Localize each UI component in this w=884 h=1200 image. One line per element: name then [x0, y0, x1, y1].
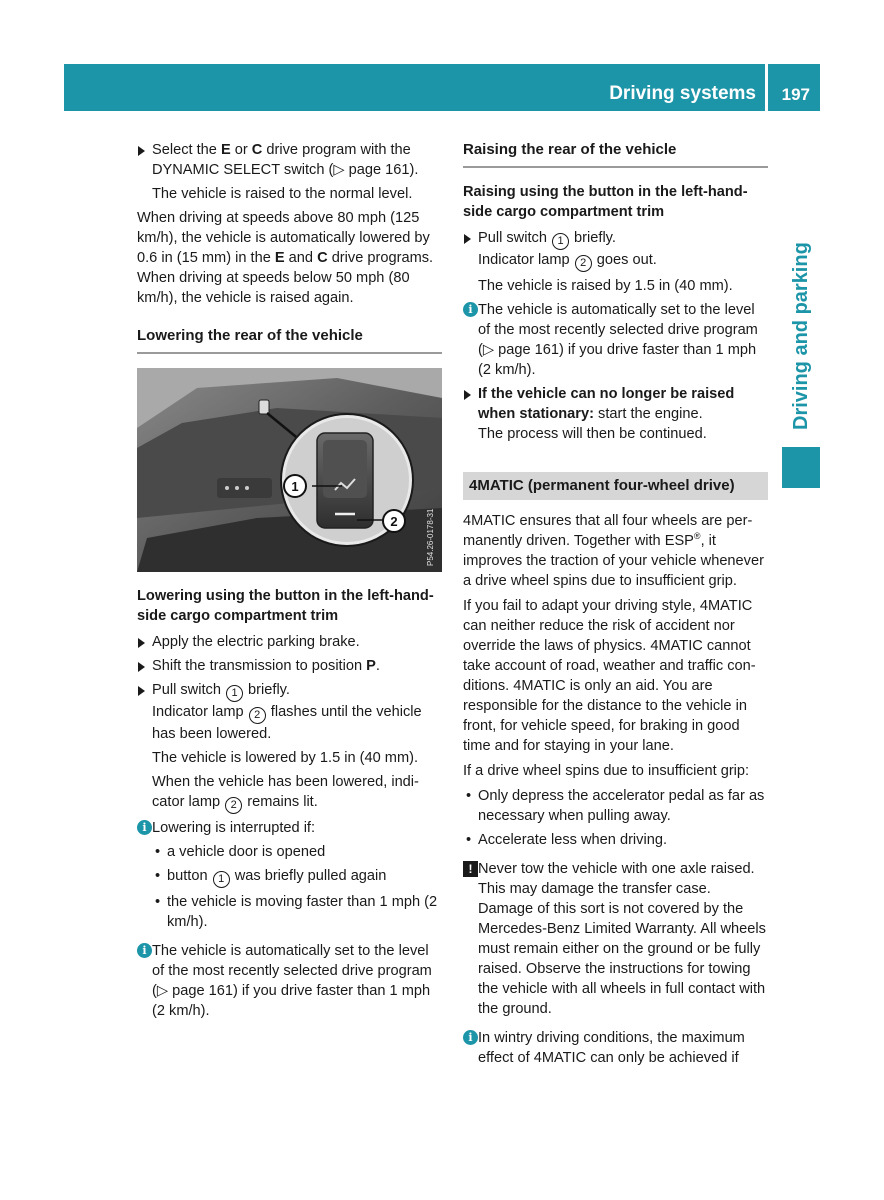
step-pull-switch-raise: Pull switch 1 briefly.	[463, 228, 768, 250]
info-icon: i	[137, 820, 152, 835]
4matic-heading: 4MATIC (permanent four-wheel drive)	[463, 472, 768, 500]
step-cannot-raise: If the vehicle can no longer be raised when stationary: start the engine.	[463, 384, 768, 424]
number-1-icon: 1	[552, 233, 569, 250]
note-winter: i In wintry driving conditions, the maximum effect of 4MATIC can only be achieved if	[463, 1028, 768, 1068]
note-auto-level-right: i The vehicle is automatically set to the level of the most recently selected drive program (▷ page 161) if you drive faster than 1 mph (2 km/h).	[463, 300, 768, 380]
list-item-button: • button 1 was briefly pulled again	[137, 866, 442, 888]
result-continued: The process will then be continued.	[478, 426, 707, 442]
info-icon: i	[463, 302, 478, 317]
header-divider	[765, 64, 768, 111]
number-1-icon: 1	[213, 871, 230, 888]
list-item-door: • a vehicle door is opened	[137, 842, 442, 862]
lowering-subheading: Lowering using the button in the left-hand-side cargo compartment trim	[137, 588, 434, 624]
step-indicator-flashes: Indicator lamp 2 flashes until the vehicle has been lowered.	[152, 704, 422, 742]
cargo-switch-photo	[137, 368, 442, 572]
paragraph-4matic: 4MATIC ensures that all four wheels are permanently driven. Together with ESP®, it improves the traction of your vehicle whenever a drive wheel spins due to insufficient grip.	[463, 513, 764, 589]
info-icon: i	[463, 1030, 478, 1045]
result-lamp-lit: When the vehicle has been lowered, indicator lamp 2 remains lit.	[137, 772, 442, 814]
paragraph-fail-to-adapt: If you fail to adapt your driving style, 4MATIC can neither reduce the risk of accident nor override the laws of physics. 4MATIC cannot take account of road, weather and traffic conditions. 4MATIC is only an aid. You are responsible for the distance to the vehicle in front, for vehicle speed, for braking in good time and for staying in your lane.	[463, 598, 756, 754]
step-pull-switch: Pull switch 1 briefly.	[137, 680, 442, 702]
chapter-tab-marker	[782, 447, 820, 488]
result-normal-level: The vehicle is raised to the normal level.	[152, 186, 413, 202]
raising-subheading: Raising using the button in the left-hand-side cargo compartment trim	[463, 184, 748, 220]
note-interrupted: i Lowering is interrupted if:	[137, 818, 442, 838]
list-item-accelerate: • Accelerate less when driving.	[463, 830, 768, 850]
page-header	[64, 64, 820, 111]
step-indicator-out: Indicator lamp 2 goes out.	[463, 250, 768, 272]
lowering-heading: Lowering the rear of the vehicle	[137, 326, 442, 354]
warning-icon: !	[463, 861, 478, 877]
paragraph-speed: When driving at speeds above 80 mph (125 km/h), the vehicle is automatically lowered by 0.6 in (15 mm) in the E and C drive programs. When driving at speeds below 50 mph (80 km/h), the vehicle is raised again.	[137, 210, 434, 306]
cargo-switch-illustration	[137, 368, 442, 572]
left-column	[137, 140, 442, 1025]
result-lowered: The vehicle is lowered by 1.5 in (40 mm).	[152, 750, 419, 766]
photo-code: P54.26-0178-31	[426, 508, 435, 566]
number-2-icon: 2	[225, 797, 242, 814]
step-apply-brake: Apply the electric parking brake.	[137, 632, 442, 652]
page-number: 197	[781, 85, 810, 104]
info-icon: i	[137, 943, 152, 958]
photo-callout-1: 1	[291, 479, 299, 494]
step-select-program: Select the E or C drive program with the DYNAMIC SELECT switch (▷ page 161).	[137, 140, 442, 180]
step-shift-p: Shift the transmission to position P.	[137, 656, 442, 676]
note-auto-level: i The vehicle is automatically set to the level of the most recently selected drive program (▷ page 161) if you drive faster than 1 mph (2 km/h).	[137, 941, 442, 1021]
photo-callout-2: 2	[390, 514, 398, 529]
number-2-icon: 2	[249, 707, 266, 724]
section-title: Driving systems	[609, 83, 756, 104]
warning-tow: ! Never tow the vehicle with one axle raised. This may damage the transfer case. Damage of this sort is not covered by the Mercedes-Benz Limited Warranty. All wheels must remain either on the ground or be fully raised. Observe the instructions for towing the vehicle with all wheels in full contact with the ground.	[463, 859, 768, 1019]
right-column	[463, 140, 768, 1072]
list-item-depress: • Only depress the accelerator pedal as far as necessary when pulling away.	[463, 786, 768, 826]
number-2-icon: 2	[575, 255, 592, 272]
list-item-moving: • the vehicle is moving faster than 1 mph (2 km/h).	[137, 892, 442, 932]
number-1-icon: 1	[226, 685, 243, 702]
raising-heading: Raising the rear of the vehicle	[463, 140, 768, 168]
chapter-tab-label: Driving and parking	[790, 242, 812, 430]
paragraph-drive-wheel-spins: If a drive wheel spins due to insufficient grip:	[463, 763, 750, 779]
result-raised: The vehicle is raised by 1.5 in (40 mm).	[478, 278, 733, 294]
